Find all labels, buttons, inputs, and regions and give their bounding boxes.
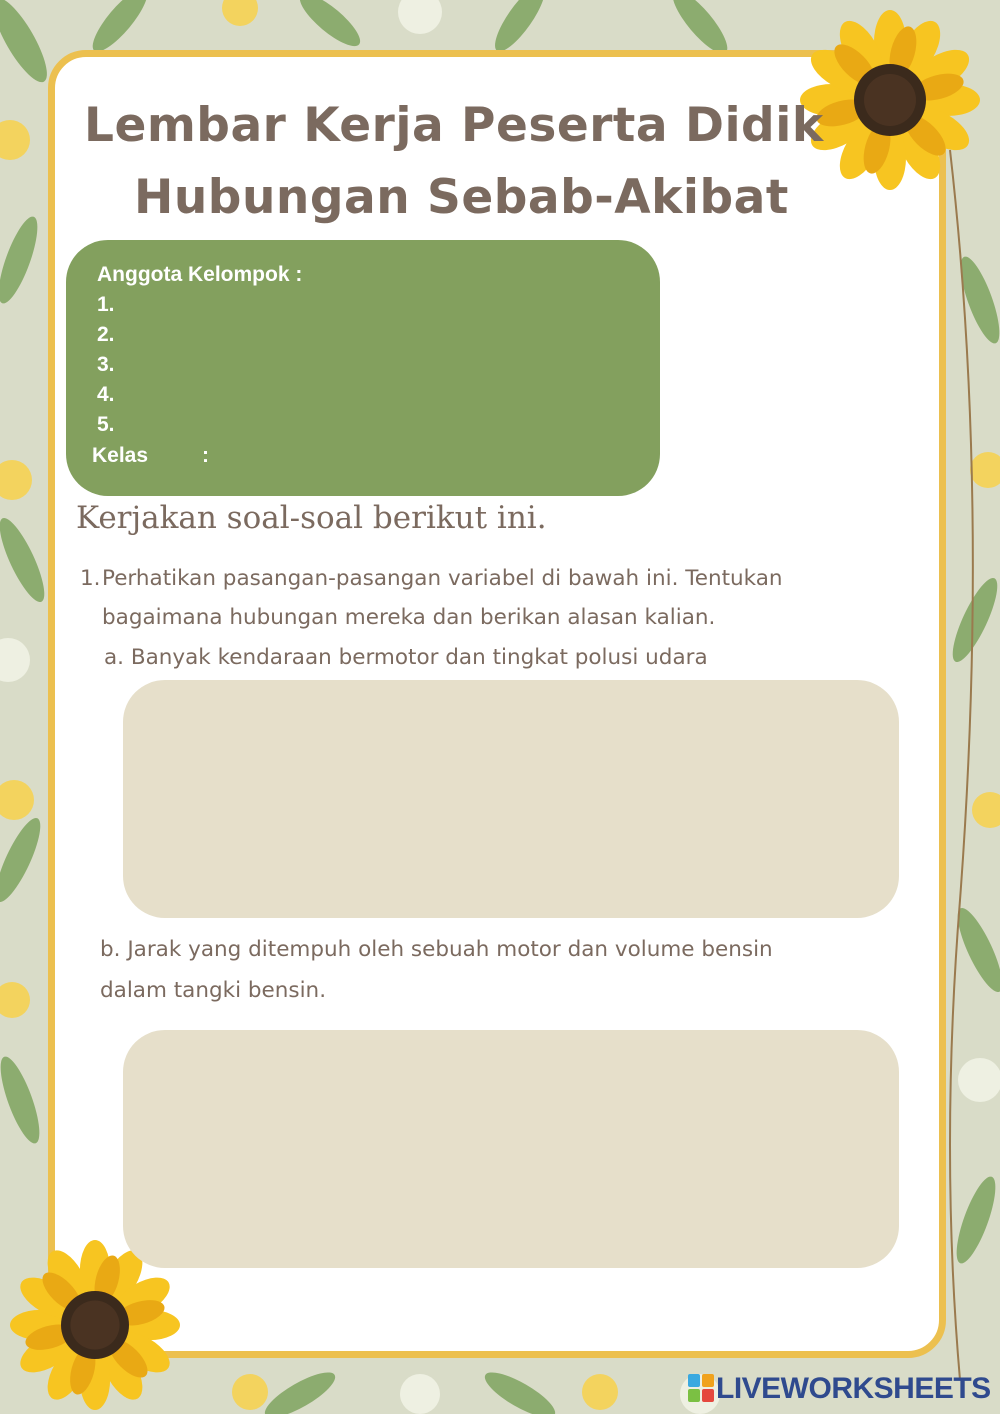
member-2-number: 2. (97, 323, 115, 346)
member-4-number: 4. (97, 383, 115, 406)
answer-box-a[interactable] (123, 680, 899, 918)
question-text-line2: bagaimana hubungan mereka dan berikan alasan kalian. (102, 605, 716, 630)
member-1-number: 1. (97, 293, 115, 316)
answer-box-b[interactable] (123, 1030, 899, 1268)
question-part-b-line2: dalam tangki bensin. (100, 978, 327, 1003)
liveworksheets-logo (688, 1372, 991, 1406)
question-number: 1. (80, 566, 101, 591)
page-title: Lembar Kerja Peserta Didik (84, 98, 824, 153)
liveworksheets-logo-icon (688, 1374, 716, 1404)
class-label: Kelas (92, 444, 149, 467)
liveworksheets-logo-text: LIVEWORKSHEETS (716, 1372, 991, 1405)
members-label: Anggota Kelompok : (97, 263, 303, 286)
member-5-number: 5. (97, 413, 115, 436)
question-text-line1: Perhatikan pasangan-pasangan variabel di bawah ini. Tentukan (102, 566, 783, 591)
question-part-b-line1: b. Jarak yang ditempuh oleh sebuah motor dan volume bensin (100, 937, 773, 962)
question-part-a: a. Banyak kendaraan bermotor dan tingkat polusi udara (104, 645, 708, 670)
class-colon: : (202, 444, 209, 467)
instructions-heading: Kerjakan soal-soal berikut ini. (76, 500, 547, 536)
sunflower-icon (800, 10, 980, 190)
page-subtitle: Hubungan Sebab-Akibat (134, 170, 789, 225)
member-3-number: 3. (97, 353, 115, 376)
